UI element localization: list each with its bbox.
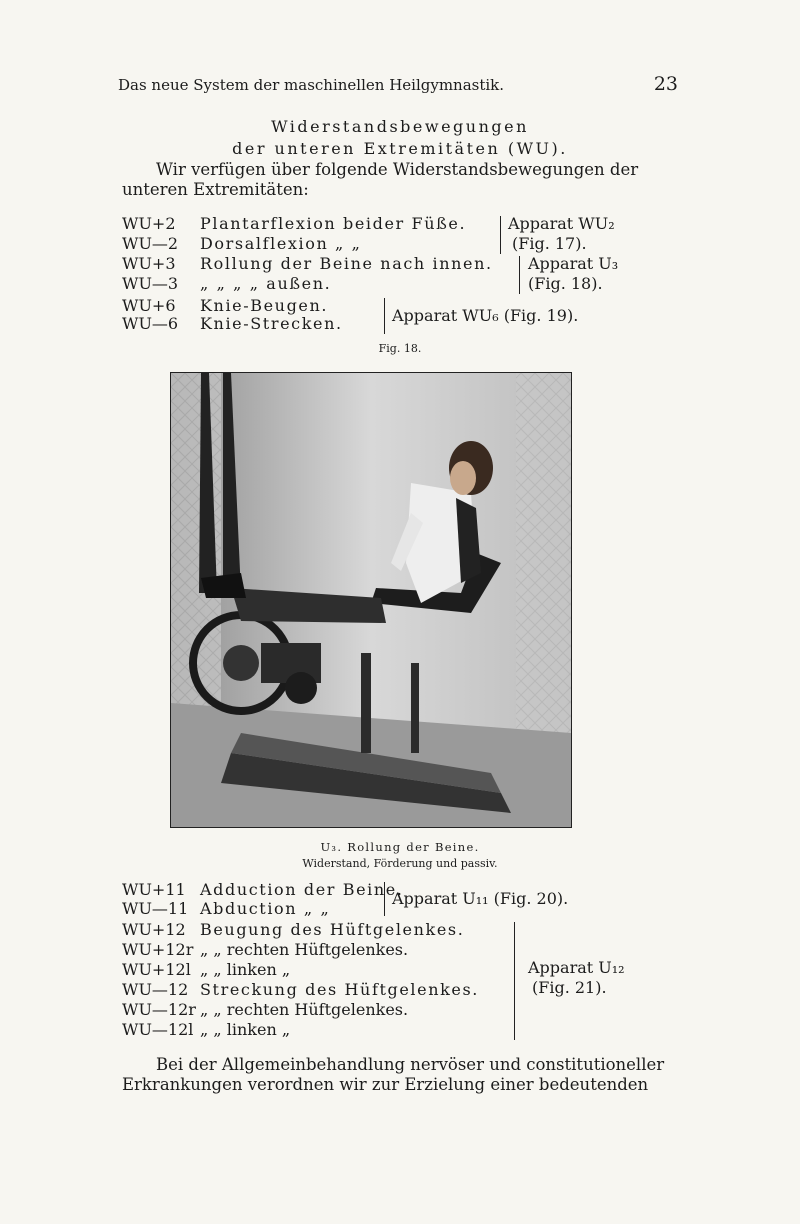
exercise-desc: Adduction der Beine.: [200, 880, 404, 899]
exercise-desc: Abduction „ „: [200, 899, 331, 918]
group-apparatus: Apparat U₁₂ (Fig. 21).: [528, 958, 625, 997]
group-apparatus: Apparat U₃ (Fig. 18).: [528, 254, 619, 293]
exercise-desc: Beugung des Hüftgelenkes.: [200, 920, 465, 939]
exercise-desc: Rollung der Beine nach innen.: [200, 254, 493, 273]
group-brace: [500, 216, 501, 254]
exercise-desc: Plantarflexion beider Füße.: [200, 214, 467, 233]
running-header: [118, 73, 678, 95]
exercise-code: WU—12l: [122, 1020, 194, 1039]
exercise-code: WU—6: [122, 314, 179, 333]
exercise-code: WU+3: [122, 254, 176, 273]
header-title: Das neue System der maschinellen Heilgymnastik.: [118, 76, 505, 94]
figure-caption-title: U₃. Rollung der Beine.: [320, 840, 480, 854]
closing-paragraph: [122, 1055, 682, 1095]
intro-line1: Wir verfügen über folgende Widerstandsbewegungen der: [156, 160, 639, 179]
exercise-desc: „ „ linken „: [200, 960, 291, 979]
figure-photo: [170, 372, 572, 828]
exercise-desc: Knie-Strecken.: [200, 314, 343, 333]
exercise-code: WU—2: [122, 234, 179, 253]
group-brace: [384, 882, 385, 916]
exercise-code: WU+11: [122, 880, 186, 899]
figure-label: Fig. 18.: [378, 342, 422, 355]
group-brace: [519, 256, 520, 294]
exercise-desc: „ „ rechten Hüftgelenkes.: [200, 1000, 409, 1019]
exercise-code: WU—11: [122, 899, 189, 918]
group-brace: [384, 298, 385, 334]
exercise-code: WU—12: [122, 980, 189, 999]
exercise-code: WU+12r: [122, 940, 194, 959]
apparatus-illustration: [171, 373, 571, 827]
exercise-code: WU—3: [122, 274, 179, 293]
exercise-desc: Dorsalflexion „ „: [200, 234, 362, 253]
exercise-code: WU+12: [122, 920, 186, 939]
exercise-desc: „ „ rechten Hüftgelenkes.: [200, 940, 409, 959]
intro-paragraph: [122, 160, 682, 200]
group-apparatus: Apparat U₁₁ (Fig. 20).: [392, 889, 569, 908]
intro-line2: unteren Extremitäten:: [122, 180, 309, 199]
exercise-code: WU+6: [122, 296, 176, 315]
group-apparatus: Apparat WU₂ (Fig. 17).: [508, 214, 615, 253]
exercise-desc: „ „ „ „ außen.: [200, 274, 332, 293]
closing-line1: Bei der Allgemeinbehandlung nervöser und constitutioneller: [156, 1055, 665, 1074]
section-title-line1: Widerstandsbewegungen: [271, 117, 529, 136]
group-brace: [514, 922, 515, 1040]
page-number: 23: [653, 73, 678, 95]
exercise-desc: Streckung des Hüftgelenkes.: [200, 980, 479, 999]
figure-caption-subtitle: Widerstand, Förderung und passiv.: [302, 857, 498, 870]
exercise-code: WU+2: [122, 214, 176, 233]
section-title-line2: der unteren Extremitäten (WU).: [232, 139, 568, 158]
group-apparatus: Apparat WU₆ (Fig. 19).: [392, 306, 579, 325]
closing-line2: Erkrankungen verordnen wir zur Erzielung einer bedeutenden: [122, 1075, 649, 1094]
exercise-desc: „ „ linken „: [200, 1020, 291, 1039]
exercise-code: WU+12l: [122, 960, 191, 979]
exercise-desc: Knie-Beugen.: [200, 296, 329, 315]
section-title: [0, 116, 800, 160]
exercise-code: WU—12r: [122, 1000, 196, 1019]
